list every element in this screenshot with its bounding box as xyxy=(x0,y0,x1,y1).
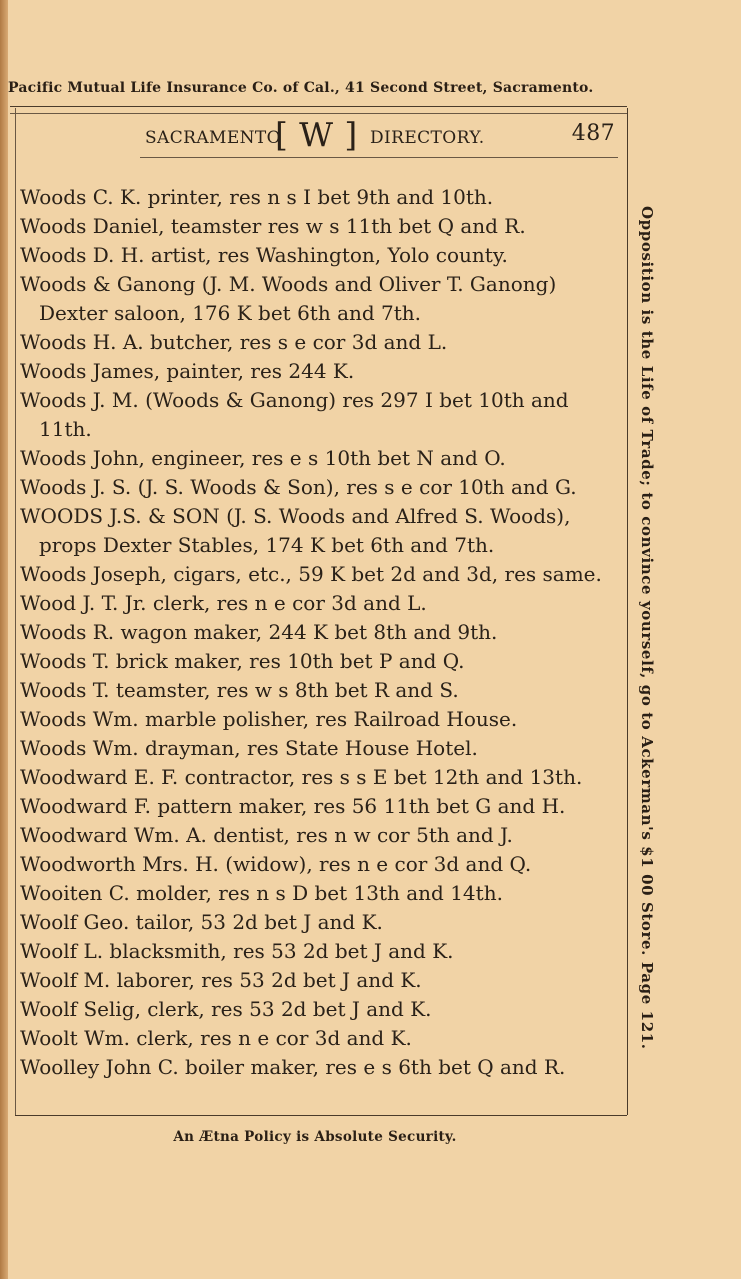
entry-text: Woods Wm. drayman, res State House Hotel. xyxy=(20,736,478,760)
directory-entry xyxy=(20,560,620,589)
directory-entry xyxy=(20,270,620,328)
directory-entry xyxy=(20,792,620,821)
directory-entry xyxy=(20,937,620,966)
entry-text: Woodward E. F. contractor, res s s E bet 12th and 13th. xyxy=(20,765,583,789)
directory-entry xyxy=(20,241,620,270)
running-head-city: SACRAMENTO xyxy=(145,128,281,148)
directory-entry xyxy=(20,618,620,647)
top-advertisement: Pacific Mutual Life Insurance Co. of Cal., 41 Second Street, Sacramento. xyxy=(8,80,594,96)
directory-entry xyxy=(20,879,620,908)
entry-text: Woods J. M. (Woods & Ganong) res 297 I bet 10th and xyxy=(20,388,569,412)
entry-text: Woods D. H. artist, res Washington, Yolo county. xyxy=(20,243,508,267)
running-head xyxy=(145,117,615,157)
entry-text: WOODS J.S. & SON (J. S. Woods and Alfred S. Woods), xyxy=(20,504,571,528)
entry-text: Woods T. brick maker, res 10th bet P and Q. xyxy=(20,649,465,673)
directory-entry xyxy=(20,444,620,473)
directory-entry xyxy=(20,850,620,879)
entry-continuation: 11th. xyxy=(39,417,92,441)
entry-text: Woodworth Mrs. H. (widow), res n e cor 3d and Q. xyxy=(20,852,532,876)
entry-text: Woods T. teamster, res w s 8th bet R and S. xyxy=(20,678,459,702)
directory-entry xyxy=(20,1024,620,1053)
entry-text: Woods Wm. marble polisher, res Railroad House. xyxy=(20,707,518,731)
running-head-title: DIRECTORY. xyxy=(370,128,485,148)
header-rule xyxy=(140,157,618,158)
entry-continuation: props Dexter Stables, 174 K bet 6th and 7th. xyxy=(39,533,495,557)
frame-left-border xyxy=(15,108,16,1115)
entry-text: Woods & Ganong (J. M. Woods and Oliver T. Ganong) xyxy=(20,272,557,296)
entry-text: Woolf L. blacksmith, res 53 2d bet J and K. xyxy=(20,939,454,963)
side-advertisement: Opposition is the Life of Trade; to convince yourself, go to Ackerman's $1 00 Store. Page 121. xyxy=(638,206,656,1050)
directory-entry xyxy=(20,502,620,560)
top-rule-inner xyxy=(10,113,627,114)
entry-text: Woolf Geo. tailor, 53 2d bet J and K. xyxy=(20,910,383,934)
entry-text: Woods R. wagon maker, 244 K bet 8th and 9th. xyxy=(20,620,498,644)
entry-text: Woods J. S. (J. S. Woods & Son), res s e cor 10th and G. xyxy=(20,475,577,499)
directory-entry xyxy=(20,589,620,618)
entry-text: Woolf Selig, clerk, res 53 2d bet J and K. xyxy=(20,997,432,1021)
directory-entry xyxy=(20,821,620,850)
directory-entry xyxy=(20,908,620,937)
page-number: 487 xyxy=(571,121,615,146)
entry-text: Woods Joseph, cigars, etc., 59 K bet 2d and 3d, res same. xyxy=(20,562,602,586)
directory-entry xyxy=(20,676,620,705)
directory-entry xyxy=(20,357,620,386)
entry-text: Woodward F. pattern maker, res 56 11th bet G and H. xyxy=(20,794,566,818)
page-spine-edge xyxy=(0,0,8,1279)
bottom-advertisement: An Ætna Policy is Absolute Security. xyxy=(173,1129,457,1145)
entry-continuation: Dexter saloon, 176 K bet 6th and 7th. xyxy=(39,301,422,325)
directory-entry xyxy=(20,183,620,212)
directory-entry xyxy=(20,705,620,734)
bottom-rule xyxy=(15,1115,627,1116)
top-rule xyxy=(10,106,627,107)
directory-entry xyxy=(20,212,620,241)
directory-entry xyxy=(20,647,620,676)
directory-entries xyxy=(20,183,620,1082)
entry-text: Woods C. K. printer, res n s I bet 9th and 10th. xyxy=(20,185,494,209)
directory-entry xyxy=(20,473,620,502)
running-head-letter: [ W ] xyxy=(275,115,358,154)
entry-text: Woodward Wm. A. dentist, res n w cor 5th and J. xyxy=(20,823,513,847)
entry-text: Woods H. A. butcher, res s e cor 3d and L. xyxy=(20,330,448,354)
directory-entry xyxy=(20,386,620,444)
directory-entry xyxy=(20,763,620,792)
entry-text: Wooiten C. molder, res n s D bet 13th and 14th. xyxy=(20,881,503,905)
entry-text: Wood J. T. Jr. clerk, res n e cor 3d and L. xyxy=(20,591,427,615)
entry-text: Woods John, engineer, res e s 10th bet N and O. xyxy=(20,446,506,470)
directory-entry xyxy=(20,995,620,1024)
directory-entry xyxy=(20,328,620,357)
entry-text: Woolf M. laborer, res 53 2d bet J and K. xyxy=(20,968,422,992)
entry-text: Woods Daniel, teamster res w s 11th bet Q and R. xyxy=(20,214,526,238)
entry-text: Woods James, painter, res 244 K. xyxy=(20,359,355,383)
frame-right-border xyxy=(627,108,628,1115)
directory-entry xyxy=(20,734,620,763)
directory-entry xyxy=(20,1053,620,1082)
directory-entry xyxy=(20,966,620,995)
entry-text: Woolley John C. boiler maker, res e s 6th bet Q and R. xyxy=(20,1055,566,1079)
entry-text: Woolt Wm. clerk, res n e cor 3d and K. xyxy=(20,1026,412,1050)
